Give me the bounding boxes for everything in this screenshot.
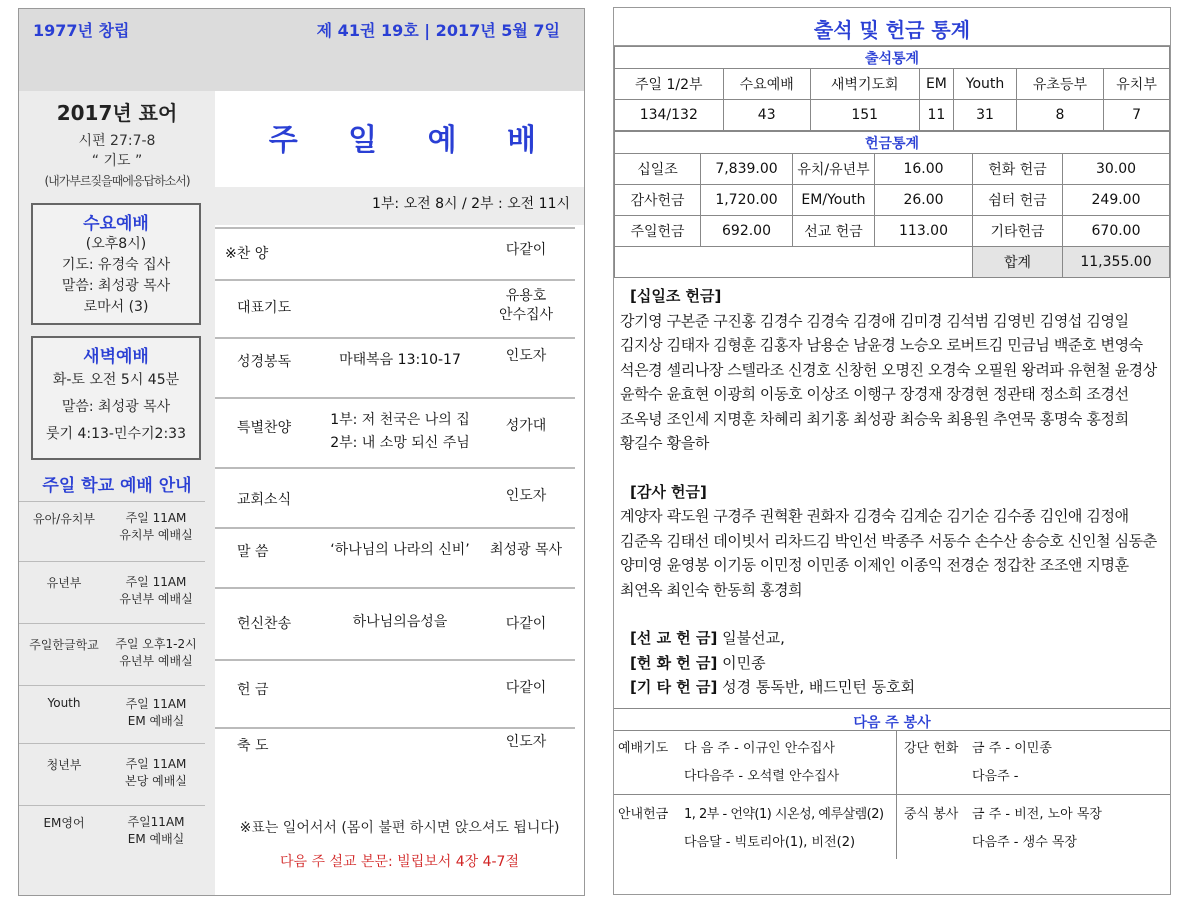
usher-line: 1, 2부 - 언약(1) 시온성, 예루살렘(2) bbox=[684, 807, 884, 822]
order-content: ‘하나님의 나라의 신비’ bbox=[330, 542, 470, 558]
order-row bbox=[215, 337, 575, 397]
flower-serve-line: 다음주 - bbox=[972, 769, 1019, 784]
order-row bbox=[215, 527, 575, 587]
order-who: 인도자 bbox=[505, 488, 547, 504]
order-name: 헌신찬송 bbox=[237, 616, 292, 632]
school-time: 주일 11AM bbox=[125, 511, 187, 525]
wednesday-line: (오후8시) bbox=[85, 236, 147, 252]
order-row bbox=[215, 727, 575, 773]
order-name: 특별찬양 bbox=[237, 420, 292, 436]
order-who: 최성광 목사 bbox=[489, 542, 563, 558]
wednesday-service-box bbox=[31, 203, 201, 325]
wednesday-title: 수요예배 bbox=[83, 214, 149, 234]
lunch-label: 중식 봉사 bbox=[904, 807, 959, 822]
mission-label: [선 교 헌 금] bbox=[630, 629, 718, 647]
dawn-line: 화-토 오전 5시 45분 bbox=[52, 372, 180, 388]
attendance-value: 31 bbox=[954, 100, 1017, 131]
motto-reference: 시편 27:7-8 bbox=[78, 133, 156, 149]
offering-amount: 7,839.00 bbox=[701, 154, 793, 185]
attendance-header: 주일 1/2부 bbox=[615, 69, 724, 100]
order-who: 다같이 bbox=[505, 680, 547, 696]
attendance-value: 11 bbox=[919, 100, 954, 131]
other-value: 성경 통독반, 배드민턴 동호회 bbox=[717, 678, 916, 696]
order-row bbox=[215, 659, 575, 727]
school-room: 유치부 예배실 bbox=[119, 528, 193, 542]
order-name: 교회소식 bbox=[237, 492, 292, 508]
mission-value: 일불선교, bbox=[717, 629, 785, 647]
order-content: 마태복음 13:10-17 bbox=[339, 352, 461, 368]
school-time: 주일 11AM bbox=[125, 757, 187, 771]
usher-label: 안내헌금 bbox=[618, 807, 669, 822]
service-title: 주 일 예 배 bbox=[268, 123, 556, 158]
tithe-line: 김지상 김태자 김형훈 김홍자 남용순 남윤경 노승오 로버트김 민금님 백준호 변영숙 bbox=[620, 336, 1143, 354]
dawn-title: 새벽예배 bbox=[83, 347, 149, 367]
offering-amount: 1,720.00 bbox=[701, 185, 793, 216]
order-content: 하나님의음성을 bbox=[352, 614, 448, 630]
bulletin-right-page bbox=[613, 7, 1171, 895]
attendance-header: EM bbox=[919, 69, 954, 100]
order-name: 축 도 bbox=[237, 738, 269, 754]
offering-names bbox=[614, 278, 1170, 709]
motto bbox=[19, 97, 215, 189]
sidebar bbox=[19, 91, 215, 895]
bulletin-left-page bbox=[18, 8, 585, 896]
order-name: ※찬 양 bbox=[225, 246, 269, 262]
dawn-line: 말씀: 최성광 목사 bbox=[61, 399, 171, 415]
attendance-header: Youth bbox=[954, 69, 1017, 100]
thanks-line: 김준옥 김태선 데이빗서 리차드김 박인선 박종주 서동수 손수산 송승호 신인철 심동춘 bbox=[620, 531, 1157, 550]
offering-label: 십일조 bbox=[615, 154, 701, 185]
issue-text: 제 41권 19호 | 2017년 5월 7일 bbox=[316, 21, 560, 40]
dawn-line: 룻기 4:13-민수기2:33 bbox=[46, 426, 186, 442]
order-row bbox=[215, 467, 575, 527]
school-row bbox=[19, 561, 205, 623]
wednesday-line: 말씀: 최성광 목사 bbox=[61, 278, 171, 294]
offering-label: 쉼터 헌금 bbox=[973, 185, 1063, 216]
school-row bbox=[19, 805, 205, 865]
school-row bbox=[19, 743, 205, 805]
attendance-header: 유초등부 bbox=[1016, 69, 1103, 100]
school-dept: 유년부 bbox=[46, 576, 82, 590]
thanks-line: 최연옥 최인숙 한동희 홍경희 bbox=[620, 580, 803, 599]
school-time: 주일 오후1-2시 bbox=[115, 637, 197, 651]
founded-text: 1977년 창립 bbox=[33, 21, 130, 40]
tithe-line: 조옥녕 조인세 지명훈 차혜리 최기홍 최성광 최승욱 최용원 추연묵 홍명숙 홍정희 bbox=[620, 409, 1129, 428]
offering-label: EM/Youth bbox=[793, 185, 875, 216]
order-who: 인도자 bbox=[505, 734, 547, 750]
usher-line: 다음달 - 빅토리아(1), 비전(2) bbox=[684, 835, 856, 850]
attendance-value: 151 bbox=[810, 100, 919, 131]
offering-label: 헌화 헌금 bbox=[973, 154, 1063, 185]
header-bar bbox=[19, 9, 584, 91]
order-name: 말 씀 bbox=[237, 544, 269, 560]
order-name: 대표기도 bbox=[237, 300, 292, 316]
lunch-line: 다음주 - 생수 목장 bbox=[972, 835, 1077, 850]
motto-subtitle: “ 기도 ” bbox=[91, 153, 143, 169]
order-content: 1부: 저 천국은 나의 집 bbox=[330, 412, 470, 428]
order-row bbox=[215, 227, 575, 279]
attendance-title: 출석통계 bbox=[615, 47, 1170, 69]
serve-table bbox=[614, 731, 1170, 859]
total-label: 합계 bbox=[973, 247, 1063, 278]
order-name: 헌 금 bbox=[237, 682, 269, 698]
order-row bbox=[215, 587, 575, 659]
offering-amount: 26.00 bbox=[875, 185, 973, 216]
order-who: 유용호 bbox=[505, 288, 547, 304]
offering-label: 감사헌금 bbox=[615, 185, 701, 216]
serve-title: 다음 주 봉사 bbox=[614, 709, 1170, 731]
order-row bbox=[215, 279, 575, 337]
offering-amount: 249.00 bbox=[1063, 185, 1170, 216]
order-who: 다같이 bbox=[505, 242, 547, 258]
school-room: 유년부 예배실 bbox=[119, 592, 193, 606]
attendance-value: 8 bbox=[1016, 100, 1103, 131]
dawn-service-box bbox=[31, 336, 201, 460]
offering-label: 유치/유년부 bbox=[793, 154, 875, 185]
next-sermon: 다음 주 설교 본문: 빌립보서 4장 4-7절 bbox=[279, 854, 519, 870]
order-content-2: 2부: 내 소망 되신 주님 bbox=[330, 435, 470, 451]
thanks-line: 양미영 윤영봉 이기동 이민정 이민종 이제인 이종익 전경순 정갑찬 조조앤 지명훈 bbox=[620, 556, 1129, 574]
stats-title: 출석 및 헌금 통계 bbox=[614, 8, 1170, 46]
offering-table bbox=[614, 131, 1170, 278]
lunch-line: 금 주 - 비전, 노아 목장 bbox=[972, 807, 1102, 822]
offering-label: 선교 헌금 bbox=[793, 216, 875, 247]
attendance-header: 유치부 bbox=[1104, 69, 1170, 100]
school-row bbox=[19, 685, 205, 743]
school-room: EM 예배실 bbox=[127, 832, 185, 846]
prayer-line: 다다음주 - 오석렬 안수집사 bbox=[684, 769, 840, 784]
wednesday-line: 기도: 유경숙 집사 bbox=[61, 257, 171, 273]
school-dept: 청년부 bbox=[46, 758, 82, 772]
school-dept: 주일한글학교 bbox=[29, 638, 99, 652]
attendance-table bbox=[614, 46, 1170, 131]
other-label: [기 타 헌 금] bbox=[630, 678, 718, 696]
offering-label: 주일헌금 bbox=[615, 216, 701, 247]
flower-serve-line: 금 주 - 이민종 bbox=[972, 741, 1052, 756]
order-who: 인도자 bbox=[505, 348, 547, 364]
school-title: 주일 학교 예배 안내 bbox=[42, 476, 192, 496]
school-room: 유년부 예배실 bbox=[119, 654, 193, 668]
offering-amount: 113.00 bbox=[875, 216, 973, 247]
motto-title: 2017년 표어 bbox=[56, 101, 178, 125]
school-dept: 유아/유치부 bbox=[32, 512, 95, 526]
standing-note: ※표는 일어서서 (몸이 불편 하시면 앉으셔도 됩니다) bbox=[239, 820, 560, 836]
tithe-line: 윤학수 윤효현 이광희 이동호 이상조 이행구 장경재 장경현 정관태 정소희 조경선 bbox=[620, 385, 1129, 403]
offering-label: 기타헌금 bbox=[973, 216, 1063, 247]
order-who: 다같이 bbox=[505, 616, 547, 632]
flower-value: 이민종 bbox=[717, 653, 766, 672]
total-value: 11,355.00 bbox=[1063, 247, 1170, 278]
service-times: 1부: 오전 8시 / 2부 : 오전 11시 bbox=[215, 187, 584, 225]
school-row bbox=[19, 501, 205, 561]
school-time: 주일 11AM bbox=[125, 575, 187, 589]
order-who: 성가대 bbox=[505, 418, 547, 434]
service-title-area bbox=[215, 91, 584, 187]
school-room: EM 예배실 bbox=[127, 714, 185, 728]
tithe-line: 석은경 셀리나장 스텔라조 신경호 신창헌 오명진 오경숙 오필원 왕려파 유현철 윤경상 bbox=[620, 360, 1157, 379]
motto-description: (내가부르짖을때에응답하소서) bbox=[44, 174, 190, 188]
tithe-title: [십일조 헌금] bbox=[630, 287, 722, 305]
offering-amount: 16.00 bbox=[875, 154, 973, 185]
offering-amount: 670.00 bbox=[1063, 216, 1170, 247]
order-row bbox=[215, 397, 575, 467]
school-dept: Youth bbox=[47, 696, 81, 710]
offering-amount: 692.00 bbox=[701, 216, 793, 247]
school-dept: EM영어 bbox=[43, 816, 85, 830]
tithe-line: 황길수 황을하 bbox=[620, 434, 709, 452]
offering-title: 헌금통계 bbox=[615, 132, 1170, 154]
attendance-header: 새벽기도회 bbox=[810, 69, 919, 100]
offering-amount: 30.00 bbox=[1063, 154, 1170, 185]
school-room: 본당 예배실 bbox=[125, 774, 187, 788]
tithe-line: 강기영 구본준 구진홍 김경수 김경숙 김경애 김미경 김석범 김영빈 김영섭 김영일 bbox=[620, 311, 1129, 330]
attendance-value: 43 bbox=[723, 100, 810, 131]
school-row bbox=[19, 623, 205, 685]
order-who-title: 안수집사 bbox=[498, 307, 554, 323]
school-time: 주일11AM bbox=[127, 815, 185, 829]
thanks-title: [감사 헌금] bbox=[630, 482, 707, 501]
thanks-line: 계양자 곽도원 구경주 권혁환 권화자 김경숙 김계순 김기순 김수종 김인애 김정애 bbox=[620, 507, 1129, 525]
order-name: 성경봉독 bbox=[237, 354, 292, 370]
school-time: 주일 11AM bbox=[125, 697, 187, 711]
flower-label: [헌 화 헌 금] bbox=[630, 653, 718, 672]
attendance-value: 134/132 bbox=[615, 100, 724, 131]
attendance-header: 수요예배 bbox=[723, 69, 810, 100]
wednesday-line: 로마서 (3) bbox=[83, 299, 149, 315]
attendance-value: 7 bbox=[1104, 100, 1170, 131]
prayer-label: 예배기도 bbox=[618, 741, 669, 756]
flower-serve-label: 강단 헌화 bbox=[904, 741, 959, 756]
prayer-line: 다 음 주 - 이규인 안수집사 bbox=[684, 741, 835, 756]
